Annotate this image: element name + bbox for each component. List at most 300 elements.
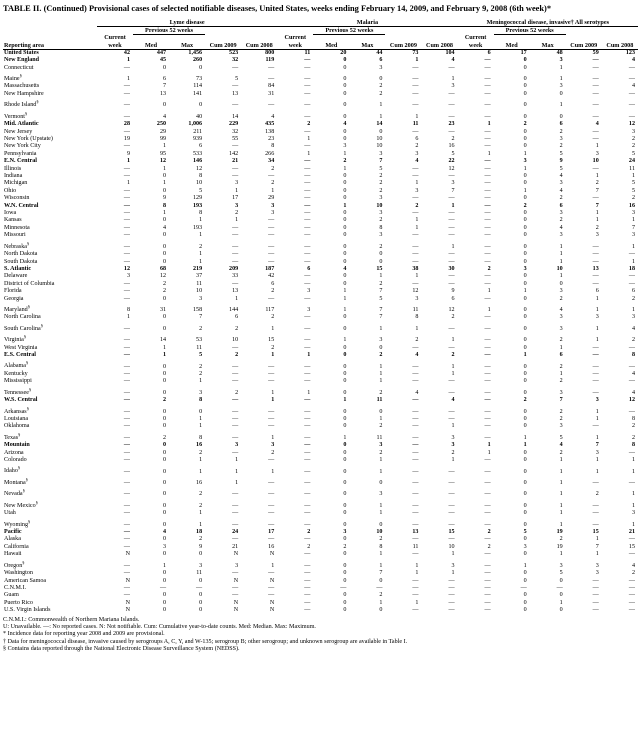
- table-cell: 15: [376, 265, 383, 272]
- table-cell: 12: [628, 397, 635, 404]
- table-cell: —: [268, 479, 275, 486]
- table-cell: —: [484, 510, 491, 517]
- table-cell: 5: [559, 570, 563, 577]
- table-cell: 1: [271, 389, 275, 396]
- table-cell: 129: [192, 195, 203, 202]
- table-cell: 435: [265, 121, 275, 128]
- table-cell: —: [448, 468, 455, 475]
- table-cell: 1: [199, 510, 203, 517]
- table-cell: 8: [631, 416, 635, 422]
- table-cell: —: [232, 165, 239, 172]
- table-cell: 2: [523, 202, 527, 209]
- footnote-4: § Contains data reported through the National Electronic Disease Surveillance System (NEDSS).: [3, 646, 240, 653]
- table-cell: 3: [343, 143, 347, 150]
- table-row: [3, 322, 638, 333]
- table-cell: —: [448, 521, 455, 528]
- row-label: Nebraska§: [4, 240, 30, 250]
- table-cell: 2: [595, 180, 599, 187]
- table-cell: 0: [199, 551, 203, 558]
- row-label: Vermont§: [4, 110, 28, 120]
- table-row: [3, 303, 638, 314]
- table-cell: 5: [523, 529, 527, 536]
- table-cell: —: [412, 491, 419, 498]
- table-cell: 4: [451, 397, 455, 404]
- table-cell: —: [628, 408, 635, 415]
- table-cell: 1: [343, 397, 347, 404]
- table-cell: 0: [523, 370, 527, 377]
- table-cell: 33: [232, 273, 239, 280]
- table-cell: 0: [163, 64, 167, 71]
- row-label: Florida: [4, 288, 22, 295]
- row-label: S. Atlantic: [4, 265, 32, 272]
- table-cell: —: [448, 378, 455, 385]
- table-cell: 2: [631, 423, 635, 430]
- table-cell: 4: [343, 121, 347, 128]
- table-cell: 0: [343, 180, 347, 187]
- table-cell: 0: [523, 337, 527, 344]
- table-cell: 1: [559, 510, 563, 517]
- table-cell: 2: [271, 314, 275, 321]
- table-cell: 24: [628, 158, 635, 165]
- table-cell: —: [628, 363, 635, 370]
- table-cell: 211: [193, 128, 203, 135]
- table-cell: —: [484, 202, 491, 209]
- table-cell: 3: [379, 195, 383, 202]
- table-cell: 2: [559, 363, 563, 370]
- table-cell: 0: [523, 258, 527, 265]
- table-cell: 1: [235, 479, 239, 486]
- table-row: [3, 110, 638, 121]
- table-cell: 0: [523, 599, 527, 606]
- table-cell: 4: [631, 57, 635, 64]
- table-cell: 1: [559, 76, 563, 83]
- header-disease-row: [3, 19, 638, 27]
- table-cell: 158: [192, 306, 203, 313]
- table-cell: 0: [343, 479, 347, 486]
- table-cell: 16: [448, 143, 455, 150]
- table-cell: —: [268, 423, 275, 430]
- table-cell: —: [628, 584, 635, 591]
- table-cell: —: [123, 536, 131, 543]
- table-cell: 1: [415, 224, 419, 231]
- header-malaria-max: Max: [349, 34, 385, 49]
- table-cell: 8: [199, 210, 203, 217]
- table-row: [3, 288, 638, 295]
- table-cell: —: [412, 280, 419, 287]
- table-row: [3, 386, 638, 397]
- table-cell: —: [268, 173, 275, 179]
- table-cell: —: [484, 143, 491, 150]
- table-cell: 3: [235, 202, 239, 209]
- table-cell: —: [232, 584, 239, 591]
- table-row: [3, 166, 638, 173]
- table-cell: —: [268, 570, 275, 577]
- table-cell: 99: [159, 135, 167, 142]
- table-cell: 0: [343, 243, 347, 250]
- table-cell: 1: [199, 457, 203, 464]
- table-cell: 1: [163, 562, 167, 569]
- table-cell: 7: [595, 543, 599, 550]
- table-cell: 1: [379, 468, 383, 475]
- table-cell: —: [304, 83, 311, 90]
- table-cell: 5: [559, 150, 563, 157]
- table-cell: —: [448, 273, 455, 280]
- table-cell: 2: [379, 389, 383, 396]
- table-cell: 0: [163, 295, 167, 302]
- table-cell: 2: [163, 434, 167, 441]
- table-cell: —: [484, 180, 491, 187]
- table-cell: —: [304, 173, 311, 179]
- table-cell: —: [412, 457, 419, 464]
- table-cell: —: [304, 202, 311, 209]
- table-cell: —: [484, 251, 491, 258]
- table-cell: 8: [631, 442, 635, 449]
- table-cell: —: [304, 243, 311, 250]
- table-cell: —: [412, 397, 419, 404]
- table-cell: 2: [235, 210, 239, 217]
- table-cell: 1: [451, 570, 455, 577]
- table-cell: 0: [163, 457, 167, 464]
- table-cell: —: [628, 113, 635, 120]
- table-cell: 68: [159, 265, 167, 272]
- table-cell: 9: [559, 158, 563, 165]
- table-row: [3, 65, 638, 72]
- table-cell: 0: [343, 280, 347, 287]
- table-cell: 4: [631, 325, 635, 332]
- table-cell: 2: [379, 592, 383, 599]
- table-cell: 16: [196, 442, 203, 449]
- table-cell: 11: [412, 543, 419, 550]
- table-cell: 10: [196, 180, 203, 187]
- table-cell: —: [232, 449, 239, 456]
- table-cell: 3: [559, 423, 563, 430]
- table-cell: 1: [451, 337, 455, 344]
- table-cell: —: [484, 570, 491, 577]
- table-cell: —: [592, 592, 599, 599]
- table-cell: 0: [523, 536, 527, 543]
- table-cell: 11: [629, 165, 635, 172]
- table-cell: 2: [199, 325, 203, 332]
- header-mening-max: Max: [530, 34, 566, 49]
- table-cell: 1: [559, 243, 563, 250]
- table-cell: 1: [307, 389, 311, 396]
- table-cell: 4: [559, 173, 563, 179]
- table-cell: —: [628, 280, 635, 287]
- table-cell: 2: [559, 378, 563, 385]
- table-cell: —: [484, 195, 491, 202]
- table-cell: —: [628, 90, 635, 97]
- table-cell: 2: [631, 143, 635, 150]
- table-cell: 3: [595, 562, 599, 569]
- table-cell: —: [484, 135, 491, 142]
- table-cell: 4: [559, 224, 563, 231]
- table-cell: 20: [313, 49, 349, 57]
- table-cell: 7: [163, 83, 167, 90]
- table-cell: —: [412, 90, 419, 97]
- table-row: [3, 273, 638, 280]
- table-cell: —: [592, 502, 599, 509]
- table-cell: 3: [199, 295, 203, 302]
- table-cell: 0: [163, 325, 167, 332]
- table-cell: 3: [307, 288, 311, 295]
- table-cell: 1: [271, 325, 275, 332]
- table-cell: 12: [123, 265, 131, 272]
- table-cell: —: [123, 389, 131, 396]
- header-malaria-current-week: Current week: [277, 34, 313, 49]
- row-label: Maryland§: [4, 303, 30, 313]
- table-cell: 3: [523, 543, 527, 550]
- table-cell: —: [628, 551, 635, 558]
- header-lyme-med: Med: [133, 34, 169, 49]
- table-cell: 1: [595, 173, 599, 179]
- table-cell: —: [340, 584, 347, 591]
- table-cell: —: [484, 224, 491, 231]
- table-cell: 17: [232, 195, 239, 202]
- table-cell: —: [304, 577, 311, 584]
- table-cell: 3: [379, 442, 383, 449]
- row-label: Minnesota: [4, 224, 30, 231]
- table-row: [3, 72, 638, 83]
- table-cell: 1: [595, 337, 599, 344]
- row-label: Montana§: [4, 476, 28, 486]
- table-cell: —: [412, 449, 419, 456]
- table-row: [3, 333, 638, 344]
- row-label: Mid. Atlantic: [4, 121, 39, 128]
- table-cell: —: [304, 423, 311, 430]
- table-cell: —: [484, 397, 491, 404]
- table-cell: —: [304, 143, 311, 150]
- row-label: W.N. Central: [4, 202, 39, 209]
- table-cell: 119: [265, 57, 275, 64]
- footnote-1: U: Unavailable. —: No reported cases. N: Not notifiable. Cum: Cumulative year-to-date counts. Med: Median. Max: Maximum.: [3, 623, 316, 630]
- row-label: Kentucky: [4, 370, 28, 377]
- table-cell: 3: [631, 510, 635, 517]
- row-label: Tennessee§: [4, 386, 32, 396]
- table-cell: —: [123, 102, 131, 109]
- table-cell: 0: [163, 577, 167, 584]
- table-row: [3, 345, 638, 352]
- table-row: [3, 359, 638, 370]
- table-cell: —: [520, 584, 527, 591]
- table-cell: 0: [523, 570, 527, 577]
- table-cell: 0: [163, 314, 167, 321]
- table-cell: 2: [595, 491, 599, 498]
- table-cell: —: [304, 232, 311, 239]
- table-cell: 59: [566, 49, 602, 57]
- table-cell: —: [412, 479, 419, 486]
- table-cell: 3: [559, 325, 563, 332]
- table-cell: —: [448, 113, 455, 120]
- table-cell: 0: [199, 64, 203, 71]
- table-cell: 0: [523, 457, 527, 464]
- table-cell: 40: [196, 113, 203, 120]
- table-cell: 3: [379, 150, 383, 157]
- table-cell: 1: [199, 521, 203, 528]
- table-cell: 0: [163, 251, 167, 258]
- table-cell: 21: [232, 158, 239, 165]
- table-cell: —: [448, 408, 455, 415]
- table-cell: 3: [559, 314, 563, 321]
- table-cell: N: [233, 577, 239, 584]
- table-cell: —: [232, 224, 239, 231]
- table-cell: 0: [379, 251, 383, 258]
- table-cell: —: [123, 449, 131, 456]
- header-malaria-cum2009: Cum 2009: [385, 34, 421, 49]
- table-cell: —: [232, 64, 239, 71]
- table-cell: —: [123, 195, 131, 202]
- header-mening-current-week: Current week: [458, 34, 494, 49]
- table-row: [3, 607, 638, 614]
- table-cell: 209: [229, 265, 239, 272]
- table-cell: 1: [307, 150, 311, 157]
- table-cell: 12: [159, 158, 167, 165]
- table-cell: 18: [628, 265, 635, 272]
- table-cell: —: [412, 251, 419, 258]
- table-cell: —: [232, 344, 239, 351]
- table-cell: 3: [559, 232, 563, 239]
- header-reporting-area: Reporting area: [3, 34, 97, 49]
- table-cell: 7: [451, 187, 455, 194]
- table-cell: —: [484, 76, 491, 83]
- table-cell: 0: [343, 352, 347, 359]
- table-cell: 0: [343, 599, 347, 606]
- table-cell: 0: [379, 521, 383, 528]
- table-cell: 0: [523, 607, 527, 614]
- table-cell: 13: [412, 529, 419, 536]
- table-cell: 0: [523, 344, 527, 351]
- table-cell: 2: [271, 344, 275, 351]
- table-cell: 3: [451, 180, 455, 187]
- table-cell: —: [123, 337, 131, 344]
- table-cell: N: [125, 577, 131, 584]
- table-cell: —: [484, 314, 491, 321]
- table-cell: —: [268, 76, 275, 83]
- table-cell: 1: [487, 150, 491, 157]
- table-cell: —: [232, 363, 239, 370]
- table-cell: —: [304, 102, 311, 109]
- table-cell: 0: [343, 510, 347, 517]
- table-cell: 12: [448, 306, 455, 313]
- table-cell: 260: [192, 57, 203, 64]
- table-cell: 0: [523, 551, 527, 558]
- table-row: [3, 98, 638, 109]
- table-cell: —: [448, 217, 455, 224]
- table-cell: —: [484, 370, 491, 377]
- table-cell: —: [268, 251, 275, 258]
- table-cell: —: [412, 510, 419, 517]
- table-cell: —: [304, 217, 311, 224]
- table-cell: —: [448, 607, 455, 614]
- table-cell: —: [412, 551, 419, 558]
- table-cell: 5: [631, 187, 635, 194]
- table-cell: —: [123, 295, 131, 302]
- table-cell: 0: [343, 389, 347, 396]
- table-cell: 1: [199, 258, 203, 265]
- row-label: West Virginia: [4, 344, 38, 351]
- table-cell: 1: [595, 551, 599, 558]
- table-cell: 2: [307, 543, 311, 550]
- row-label: Colorado: [4, 457, 27, 464]
- row-label: Virginia§: [4, 334, 27, 344]
- table-cell: 3: [595, 449, 599, 456]
- table-cell: 6: [163, 76, 167, 83]
- row-label: North Carolina: [4, 314, 41, 321]
- row-label: Nevada§: [4, 488, 25, 498]
- table-cell: —: [304, 536, 311, 543]
- table-cell: —: [376, 584, 383, 591]
- table-cell: —: [628, 599, 635, 606]
- table-cell: 2: [199, 363, 203, 370]
- table-cell: —: [232, 143, 239, 150]
- table-cell: 0: [559, 592, 563, 599]
- table-cell: —: [123, 434, 131, 441]
- table-cell: —: [592, 280, 599, 287]
- table-cell: 1: [523, 562, 527, 569]
- table-row: [3, 129, 638, 136]
- table-cell: —: [304, 158, 311, 165]
- table-cell: 6: [235, 314, 239, 321]
- table-cell: 3: [235, 180, 239, 187]
- table-cell: —: [484, 210, 491, 217]
- table-cell: —: [592, 389, 599, 396]
- table-cell: 1: [631, 521, 635, 528]
- table-cell: 8: [271, 143, 275, 150]
- table-cell: 1: [595, 325, 599, 332]
- table-cell: —: [484, 423, 491, 430]
- row-label: New York (Upstate): [4, 135, 53, 142]
- table-cell: —: [484, 352, 491, 359]
- table-cell: 6: [458, 49, 494, 57]
- table-cell: —: [448, 210, 455, 217]
- table-cell: —: [232, 251, 239, 258]
- table-cell: —: [592, 83, 599, 90]
- table-cell: 2: [559, 337, 563, 344]
- table-cell: —: [412, 408, 419, 415]
- table-cell: 3: [126, 273, 131, 280]
- table-cell: 2: [415, 143, 419, 150]
- table-cell: 0: [379, 258, 383, 265]
- table-cell: 5: [631, 150, 635, 157]
- row-label: C.N.M.I.: [4, 584, 27, 591]
- table-cell: 1: [163, 344, 167, 351]
- table-cell: —: [412, 370, 419, 377]
- table-cell: 1: [199, 416, 203, 422]
- table-cell: 0: [343, 224, 347, 231]
- table-cell: —: [628, 536, 635, 543]
- table-cell: 2: [523, 397, 527, 404]
- table-cell: 95: [159, 150, 167, 157]
- row-label: Massachusetts: [4, 83, 40, 90]
- table-cell: 0: [343, 363, 347, 370]
- table-row: [3, 266, 638, 273]
- table-cell: 3: [631, 128, 635, 135]
- table-cell: 1: [379, 562, 383, 569]
- table-cell: 4: [631, 370, 635, 377]
- table-cell: 1: [559, 251, 563, 258]
- row-label: U.S. Virgin Islands: [4, 607, 51, 614]
- table-body: [3, 49, 638, 614]
- table-cell: 0: [163, 479, 167, 486]
- table-row: [3, 217, 638, 224]
- table-cell: 0: [523, 57, 527, 64]
- table-cell: N: [125, 599, 131, 606]
- table-cell: 229: [229, 121, 239, 128]
- table-cell: —: [448, 64, 455, 71]
- table-cell: 19: [123, 135, 131, 142]
- table-cell: 1: [235, 457, 239, 464]
- table-cell: 3: [451, 442, 455, 449]
- table-cell: 117: [265, 306, 275, 313]
